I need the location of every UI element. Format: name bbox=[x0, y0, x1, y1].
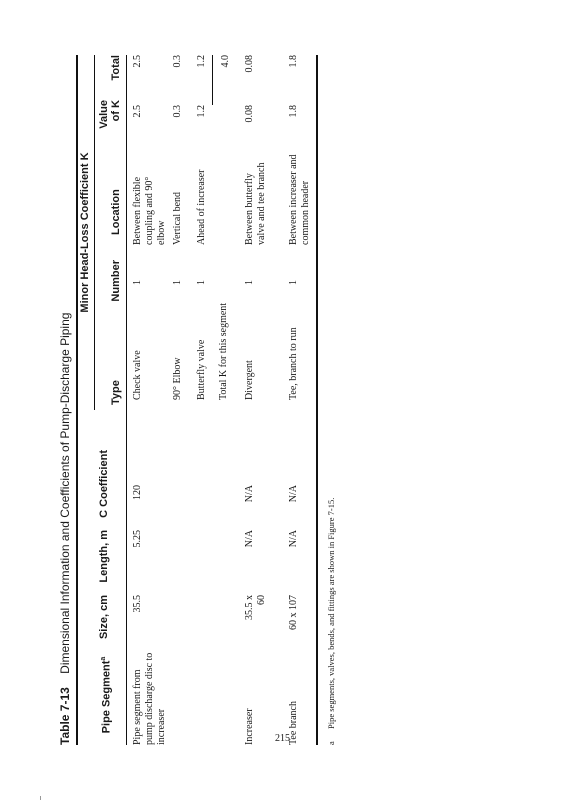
row2-segment: Increaser bbox=[244, 708, 255, 745]
table-number: Table 7-13 bbox=[58, 687, 72, 745]
row1-segment-total-value: 4.0 bbox=[220, 55, 231, 68]
row1-fit2-number: 1 bbox=[172, 280, 183, 285]
row1-segment: Pipe segment from pump discharge disc to increaser bbox=[132, 652, 167, 745]
group-header-rule bbox=[94, 55, 95, 410]
row1-fit3-total: 1.2 bbox=[196, 55, 207, 68]
subtotal-rule bbox=[212, 55, 213, 105]
header-total: Total bbox=[110, 55, 122, 81]
group-header-minor-loss: Minor Head-Loss Coefficient K bbox=[79, 152, 91, 313]
row2-fit1-type: Divergent bbox=[244, 360, 255, 400]
row3-fit1-number: 1 bbox=[288, 280, 299, 285]
row1-fit2-location: Vertical bend bbox=[172, 191, 183, 245]
row1-segment-total-label: Total K for this segment bbox=[218, 302, 229, 400]
header-type: Type bbox=[110, 380, 122, 405]
row3-fit1-k: 1.8 bbox=[288, 105, 299, 118]
row3-length: N/A bbox=[288, 530, 299, 548]
row2-fit1-total: 0.08 bbox=[244, 55, 255, 73]
row1-fit1-total: 2.5 bbox=[132, 55, 143, 68]
row1-fit2-type: 90° Elbow bbox=[172, 357, 183, 400]
row3-fit1-location: Between increaser and common header bbox=[288, 154, 311, 245]
row3-fit1-type: Tee, branch to run bbox=[288, 327, 299, 400]
row1-length: 5.25 bbox=[132, 530, 143, 548]
header-length: Length, m bbox=[98, 530, 110, 583]
row3-fit1-total: 1.8 bbox=[288, 55, 299, 68]
row3-size: 60 x 107 bbox=[288, 595, 299, 630]
scan-mark bbox=[40, 796, 41, 800]
row1-fit2-total: 0.3 bbox=[172, 55, 183, 68]
header-location: Location bbox=[110, 189, 122, 235]
row1-size: 35.5 bbox=[132, 595, 143, 613]
footnote-text: Pipe segments, valves, bends, and fittings are shown in Figure 7-15. bbox=[326, 497, 336, 729]
row1-fit2-k: 0.3 bbox=[172, 105, 183, 118]
header-number: Number bbox=[110, 260, 122, 302]
row2-fit1-number: 1 bbox=[244, 280, 255, 285]
rotated-table-page bbox=[58, 5, 348, 745]
header-size: Size, cm bbox=[98, 595, 110, 640]
row1-fit1-number: 1 bbox=[132, 280, 143, 285]
row2-size: 35.5 x 60 bbox=[244, 595, 267, 620]
header-value-of-k: Value of K bbox=[98, 100, 122, 129]
row1-fit1-location: Between flexible coupling and 90° elbow bbox=[132, 176, 167, 245]
row1-fit1-type: Check valve bbox=[132, 350, 143, 400]
table-caption bbox=[58, 313, 72, 745]
row1-fit3-type: Butterfly valve bbox=[196, 339, 207, 400]
row1-fit1-k: 2.5 bbox=[132, 105, 143, 118]
page-number: 215 bbox=[275, 733, 290, 744]
table-footnote bbox=[326, 145, 337, 745]
header-bottom-rule bbox=[126, 55, 127, 745]
top-rule bbox=[76, 55, 78, 745]
row3-segment: Tee branch bbox=[288, 701, 299, 745]
row1-fit3-k: 1.2 bbox=[196, 105, 207, 118]
header-pipe-segment: Pipe Segment$^a$ bbox=[100, 656, 113, 734]
table-title: Dimensional Information and Coefficients of Pump-Discharge Piping bbox=[58, 312, 72, 674]
row3-c: N/A bbox=[288, 485, 299, 503]
bottom-rule bbox=[316, 55, 318, 745]
row2-c: N/A bbox=[244, 485, 255, 503]
row1-c: 120 bbox=[132, 485, 143, 500]
header-c-coefficient: C Coefficient bbox=[98, 450, 110, 518]
row2-fit1-location: Between butterfly valve and tee branch bbox=[244, 162, 267, 245]
row2-length: N/A bbox=[244, 530, 255, 548]
row2-fit1-k: 0.08 bbox=[244, 105, 255, 123]
row1-fit3-number: 1 bbox=[196, 280, 207, 285]
row1-fit3-location: Ahead of increaser bbox=[196, 169, 207, 245]
footnote-mark: a bbox=[326, 741, 336, 745]
